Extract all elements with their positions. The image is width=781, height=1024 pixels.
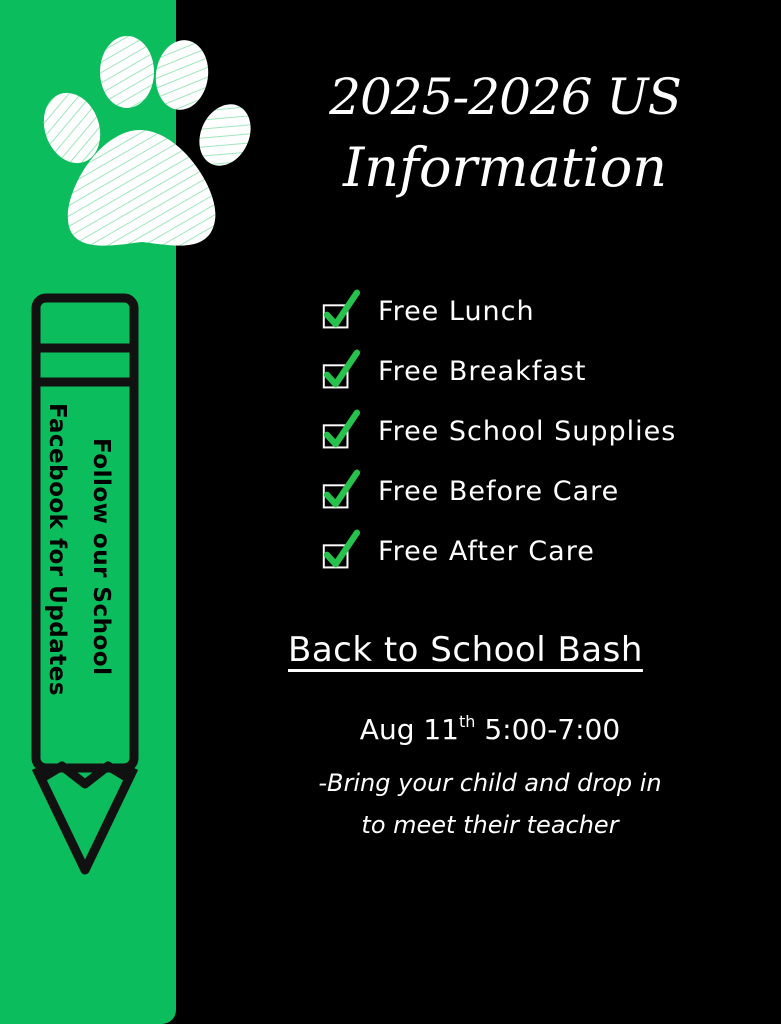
list-item (320, 342, 740, 402)
list-item (320, 282, 740, 342)
page-title (300, 62, 710, 204)
checklist-label: Free Before Care (378, 476, 620, 507)
list-item (320, 522, 740, 582)
list-item (320, 402, 740, 462)
list-item (320, 462, 740, 522)
pencil-message (40, 403, 130, 753)
checklist-label: Free Lunch (378, 296, 535, 327)
event-date (300, 712, 680, 746)
pencil-text-line1: Follow our School (88, 438, 114, 676)
check-icon (322, 539, 354, 569)
benefits-checklist (320, 282, 740, 582)
event-date-suffix: th (459, 712, 476, 731)
paw-print-icon (30, 30, 255, 255)
check-icon (322, 479, 354, 509)
checklist-label: Free After Care (378, 536, 595, 567)
title-line1: 2025-2026 US (329, 68, 681, 126)
check-icon (322, 359, 354, 389)
event-note-line1: -Bring your child and drop in (318, 769, 662, 797)
event-note-line2: to meet their teacher (361, 811, 619, 839)
event-note (280, 762, 700, 846)
event-date-day: Aug 11 (359, 713, 459, 746)
checklist-label: Free Breakfast (378, 356, 587, 387)
check-icon (322, 299, 354, 329)
event-time: 5:00-7:00 (484, 713, 621, 746)
pencil-text-line2: Facebook for Updates (44, 403, 70, 697)
checklist-label: Free School Supplies (378, 416, 677, 447)
title-line2: Information (342, 136, 668, 199)
event-heading: Back to School Bash (288, 630, 643, 670)
check-icon (322, 419, 354, 449)
